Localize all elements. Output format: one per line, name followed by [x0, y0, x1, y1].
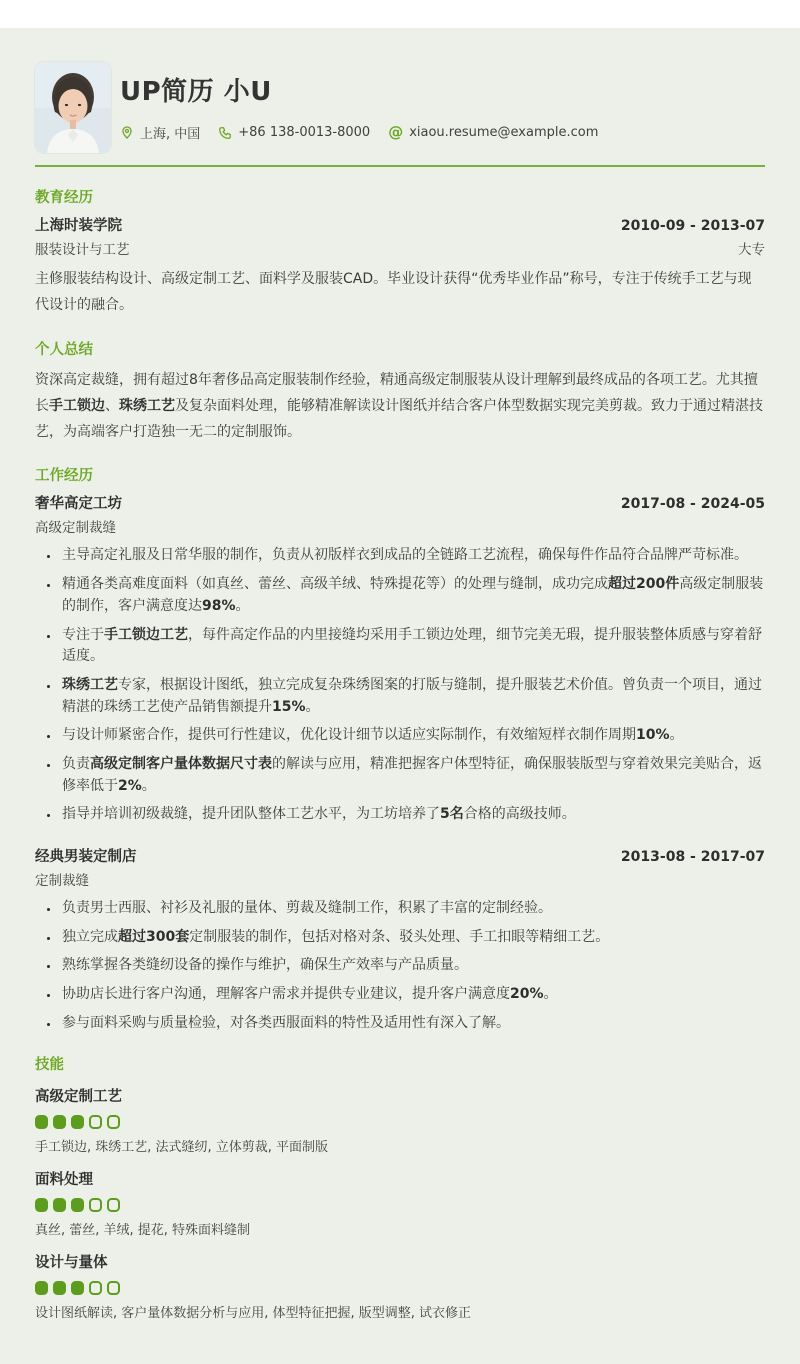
highlight-text: 98% [202, 597, 236, 614]
job-bullet [60, 927, 765, 949]
highlight-text: 珠绣工艺 [119, 397, 175, 414]
skill-level-dots [35, 1198, 765, 1212]
job-company: 奢华高定工坊 [35, 496, 122, 513]
top-strip [0, 0, 800, 28]
section-heading-experience: 工作经历 [35, 468, 93, 485]
skill-level-dot [35, 1281, 48, 1295]
highlight-text: 超过300套 [118, 928, 190, 945]
skill-level-dot [35, 1198, 48, 1212]
highlight-text: 手工锁边工艺 [104, 626, 188, 643]
skill-item [35, 1251, 765, 1321]
job-bullet [60, 625, 765, 668]
job-bullet-list [35, 898, 765, 1034]
jobs [35, 492, 765, 1034]
skill-level-dot [35, 1115, 48, 1129]
skill-name: 面料处理 [35, 1172, 93, 1189]
text-segment: 。 [669, 727, 684, 744]
job-bullet [60, 725, 765, 747]
text-segment: 。 [235, 597, 250, 614]
job-title-row [35, 492, 765, 513]
text-segment: ，每件高定作品的内里接缝均采用手工锁边处理，细节完美无瑕，提升服装整体质感与穿着舒适度。 [62, 626, 762, 665]
job-bullet [60, 675, 765, 718]
skill-tags: 手工锁边, 珠绣工艺, 法式缝纫, 立体剪裁, 平面制版 [35, 1140, 329, 1156]
skill-level-dot [53, 1198, 66, 1212]
text-segment: 合格的高级技师。 [463, 806, 576, 823]
job-title-row [35, 845, 765, 866]
job-role: 高级定制裁缝 [35, 520, 116, 537]
highlight-text: 高级定制客户量体数据尺寸表 [90, 755, 272, 772]
job-company: 经典男装定制店 [35, 849, 137, 866]
text-segment: 专注于 [62, 626, 104, 643]
skill-level-dot [107, 1115, 120, 1129]
text-segment: 与设计师紧密合作，提供可行性建议，优化设计细节以适应实际制作，有效缩短样衣制作周期 [62, 727, 636, 744]
text-segment: 。 [305, 698, 320, 715]
section-heading-summary: 个人总结 [35, 341, 93, 358]
skill-level-dot [71, 1198, 84, 1212]
skill-name: 设计与量体 [35, 1255, 108, 1272]
text-segment: 负责 [62, 755, 90, 772]
contact-email[interactable] [388, 125, 598, 140]
job-bullet [60, 545, 765, 567]
section-education [35, 186, 765, 319]
highlight-text: 2% [118, 777, 142, 794]
skill-level-dot [89, 1281, 102, 1295]
section-experience [35, 464, 765, 1034]
education-school: 上海时装学院 [35, 218, 122, 234]
candidate-name: UP简历 小U [120, 77, 272, 107]
text-segment: 主导高定礼服及日常华服的制作，负责从初版样衣到成品的全链路工艺流程，确保每件作品符合品牌严苛标准。 [62, 547, 748, 564]
job-bullet [60, 955, 765, 977]
text-segment: 高级定制服装的制作，客户满意度达 [62, 576, 764, 614]
profile-photo [35, 62, 111, 153]
text-segment: 精通各类高难度面料（如真丝、蕾丝、高级羊绒、特殊提花等）的处理与缝制，成功完成 [62, 576, 608, 593]
section-heading-education: 教育经历 [35, 190, 93, 206]
education-major: 服装设计与工艺 [35, 242, 130, 258]
location-text: 上海, 中国 [140, 127, 201, 142]
skill-level-dot [89, 1115, 102, 1129]
education-sub-row [35, 238, 765, 258]
education-description: 主修服装结构设计、高级定制工艺、面料学及服装CAD。毕业设计获得“优秀毕业作品”称号，专注于传统手工艺与现代设计的融合。 [35, 271, 752, 313]
job-bullet [60, 984, 765, 1006]
text-segment: 资深高定裁缝，拥有超过8年奢侈品高定服装制作经验，精通高级定制服装从设计理解到最终成品的各项工艺。尤其擅长 [35, 371, 758, 414]
job-entry [35, 845, 765, 1034]
contact-phone[interactable] [218, 125, 370, 140]
highlight-text: 超过200件 [608, 576, 680, 593]
text-segment: 协助店长进行客户沟通，理解客户需求并提供专业建议，提升客户满意度 [62, 986, 510, 1003]
section-summary [35, 338, 765, 446]
highlight-text: 珠绣工艺 [62, 676, 118, 693]
skill-tags: 设计图纸解读, 客户量体数据分析与应用, 体型特征把握, 版型调整, 试衣修正 [35, 1306, 472, 1322]
education-dates: 2010-09 - 2013-07 [620, 218, 765, 234]
text-segment: 。 [141, 777, 156, 794]
job-bullet [60, 898, 765, 920]
text-segment: 负责男士西服、衬衫及礼服的量体、剪裁及缝制工作，积累了丰富的定制经验。 [62, 900, 552, 917]
skills-list [35, 1085, 765, 1321]
skill-name: 高级定制工艺 [35, 1089, 122, 1106]
job-bullet [60, 574, 765, 617]
resume-header [35, 62, 765, 153]
skill-level-dot [107, 1281, 120, 1295]
text-segment: 。 [543, 986, 558, 1003]
job-bullet [60, 1013, 765, 1035]
resume-page [0, 28, 800, 1364]
job-dates: 2017-08 - 2024-05 [620, 496, 765, 513]
skill-level-dots [35, 1115, 765, 1129]
skill-level-dot [53, 1281, 66, 1295]
text-segment: 独立完成 [62, 928, 118, 945]
highlight-text: 15% [272, 698, 306, 715]
email-at-icon: @ [388, 123, 404, 141]
summary-text [35, 368, 765, 446]
section-skills [35, 1053, 765, 1321]
highlight-text: 5名 [440, 806, 464, 823]
highlight-text: 20% [510, 986, 544, 1003]
text-segment: 的解读与应用，精准把握客户体型特征，确保服装版型与穿着效果完美贴合，返修率低于 [62, 755, 762, 794]
job-role: 定制裁缝 [35, 873, 89, 890]
contact-row [120, 123, 598, 142]
phone-text: +86 138-0013-8000 [238, 125, 371, 140]
contact-location [120, 123, 200, 142]
section-heading-skills: 技能 [35, 1057, 64, 1074]
location-pin-icon [120, 125, 134, 140]
skill-level-dots [35, 1281, 765, 1295]
skill-item [35, 1085, 765, 1155]
skill-level-dot [89, 1198, 102, 1212]
phone-icon [218, 126, 232, 140]
text-segment: 指导并培训初级裁缝，提升团队整体工艺水平，为工坊培养了 [62, 806, 440, 823]
email-text: xiaou.resume@example.com [409, 125, 599, 140]
text-segment: 定制服装的制作，包括对格对条、驳头处理、手工扣眼等精细工艺。 [189, 928, 610, 945]
job-entry [35, 492, 765, 826]
education-degree: 大专 [738, 242, 765, 258]
text-segment: 专家，根据设计图纸，独立完成复杂珠绣图案的打版与缝制，提升服装艺术价值。曾负责一个项目，通过精湛的珠绣工艺使产品销售额提升 [62, 676, 762, 715]
job-bullet [60, 754, 765, 797]
skill-level-dot [71, 1115, 84, 1129]
skill-tags: 真丝, 蕾丝, 羊绒, 提花, 特殊面料缝制 [35, 1223, 251, 1239]
text-segment: 及复杂面料处理，能够精准解读设计图纸并结合客户体型数据实现完美剪裁。致力于通过精湛技艺，为高端客户打造独一无二的定制服饰。 [35, 397, 763, 440]
job-bullet-list [35, 545, 765, 826]
education-title-row [35, 214, 765, 235]
skill-item [35, 1168, 765, 1238]
header-info [111, 62, 598, 142]
highlight-text: 10% [636, 727, 670, 744]
job-bullet [60, 804, 765, 826]
text-segment: 、 [105, 397, 119, 414]
skill-level-dot [53, 1115, 66, 1129]
highlight-text: 手工锁边 [49, 397, 105, 414]
job-dates: 2013-08 - 2017-07 [620, 849, 765, 866]
skill-level-dot [107, 1198, 120, 1212]
text-segment: 熟练掌握各类缝纫设备的操作与维护，确保生产效率与产品质量。 [62, 957, 468, 974]
profile-photo-illustration [35, 62, 111, 153]
text-segment: 参与面料采购与质量检验，对各类西服面料的特性及适用性有深入了解。 [62, 1014, 510, 1031]
header-divider [35, 165, 765, 167]
skill-level-dot [71, 1281, 84, 1295]
